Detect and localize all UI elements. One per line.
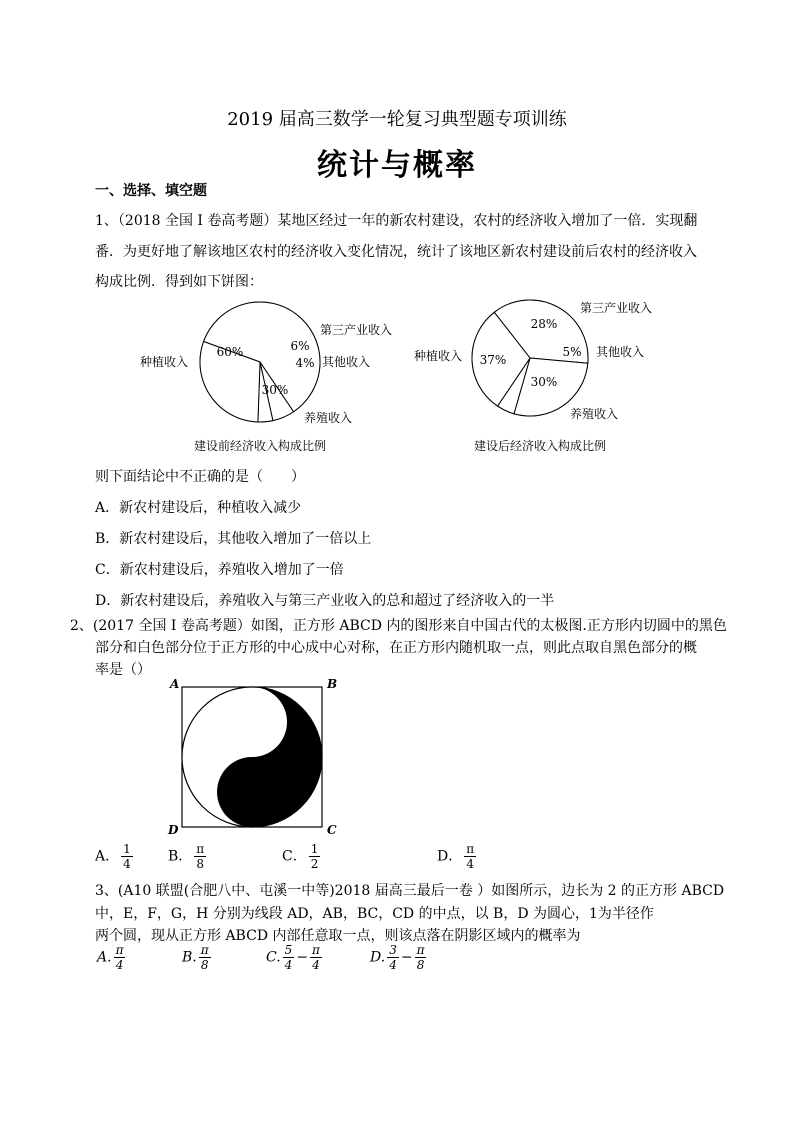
q3-text-line1: 3、(A10 联盟(合肥八中、屯溪一中等)2018 届高三最后一卷 ）如图所示，边长为 2 的正方形 ABCD <box>95 883 725 899</box>
pie-category-label: 第三产业收入 <box>580 301 653 315</box>
pie-category-label: 种植收入 <box>414 349 463 363</box>
pie-charts <box>0 290 794 465</box>
q3-option-a: A. $\frac{\pi}{4}$ <box>97 943 124 972</box>
pie-title: 建设前经济收入构成比例 <box>193 439 327 453</box>
q1-question: 则下面结论中不正确的是（ ） <box>95 469 305 485</box>
corner-a: A <box>170 677 180 691</box>
q2-option-a: A． $\frac{1}{4}$ <box>95 842 131 871</box>
subject-title: 统计与概率 <box>317 148 477 183</box>
q1-option-a: A．新农村建设后，种植收入减少 <box>95 500 302 516</box>
q1-option-b: B．新农村建设后，其他收入增加了一倍以上 <box>95 531 372 547</box>
q2-option-d: D． $\frac{\pi}{4}$ <box>437 842 475 871</box>
q3-text-line2: 中，E，F，G，H 分别为线段 AD，AB，BC，CD 的中点，以 B，D 为圆心，1为半径作 <box>95 906 654 922</box>
q3-option-b: B. $\frac{\pi}{8}$ <box>182 943 209 972</box>
pie-title: 建设后经济收入构成比例 <box>473 439 607 453</box>
pie-category-label: 养殖收入 <box>304 411 353 425</box>
q1-option-d: D．新农村建设后，养殖收入与第三产业收入的总和超过了经济收入的一半 <box>95 593 555 609</box>
q2-text-line3: 率是（） <box>95 662 151 678</box>
page-title: 2019 届高三数学一轮复习典型题专项训练 <box>227 109 567 130</box>
q1-text-line1: 1、（2018 全国 I 卷高考题）某地区经过一年的新农村建设，农村的经济收入增加了一倍．实现翻 <box>95 213 698 229</box>
taiji-figure <box>160 672 350 842</box>
q3-option-d: D. $\frac{3}{4}$ − $\frac{\pi}{8}$ <box>370 943 425 972</box>
white-dot <box>244 714 260 730</box>
pie-value-label: 4% <box>295 356 315 370</box>
q1-text-line2: 番．为更好地了解该地区农村的经济收入变化情况，统计了该地区新农村建设前后农村的经济收入 <box>95 244 697 260</box>
corner-d: D <box>168 823 179 837</box>
pie-category-label: 第三产业收入 <box>320 323 393 337</box>
corner-c: C <box>327 823 337 837</box>
section-heading: 一、选择、填空题 <box>95 183 207 199</box>
pie-category-label: 其他收入 <box>596 345 645 359</box>
q2-option-b: B． $\frac{\pi}{8}$ <box>168 842 205 871</box>
q2-text-line2: 部分和白色部分位于正方形的中心成中心对称，在正方形内随机取一点，则此点取自黑色部分的概 <box>95 640 697 656</box>
corner-b: B <box>327 677 338 691</box>
pie-value-label: 37% <box>479 353 507 367</box>
pie-value-label: 28% <box>530 317 558 331</box>
pie-value-label: 30% <box>261 383 289 397</box>
pie-category-label: 其他收入 <box>322 355 371 369</box>
q1-option-c: C．新农村建设后，养殖收入增加了一倍 <box>95 562 344 578</box>
pie-value-label: 60% <box>216 345 244 359</box>
pie-value-label: 5% <box>562 345 582 359</box>
pie-category-label: 养殖收入 <box>570 407 619 421</box>
q3-option-c: C. $\frac{5}{4}$ − $\frac{\pi}{4}$ <box>266 943 320 972</box>
q2-text-line1: 2、(2017 全国 I 卷高考题）如图，正方形 ABCD 内的图形来自中国古代的太极图.正方形内切圆中的黑色 <box>70 618 727 634</box>
pie-category-label: 种植收入 <box>140 355 189 369</box>
black-dot <box>244 784 260 800</box>
pie-value-label: 30% <box>530 375 558 389</box>
q2-option-c: C． $\frac{1}{2}$ <box>282 842 319 871</box>
pie-value-label: 6% <box>290 339 310 353</box>
q3-text-line3: 两个圆，现从正方形 ABCD 内部任意取一点，则该点落在阴影区域内的概率为 <box>95 928 581 944</box>
q1-text-line3: 构成比例．得到如下饼图： <box>95 274 263 290</box>
